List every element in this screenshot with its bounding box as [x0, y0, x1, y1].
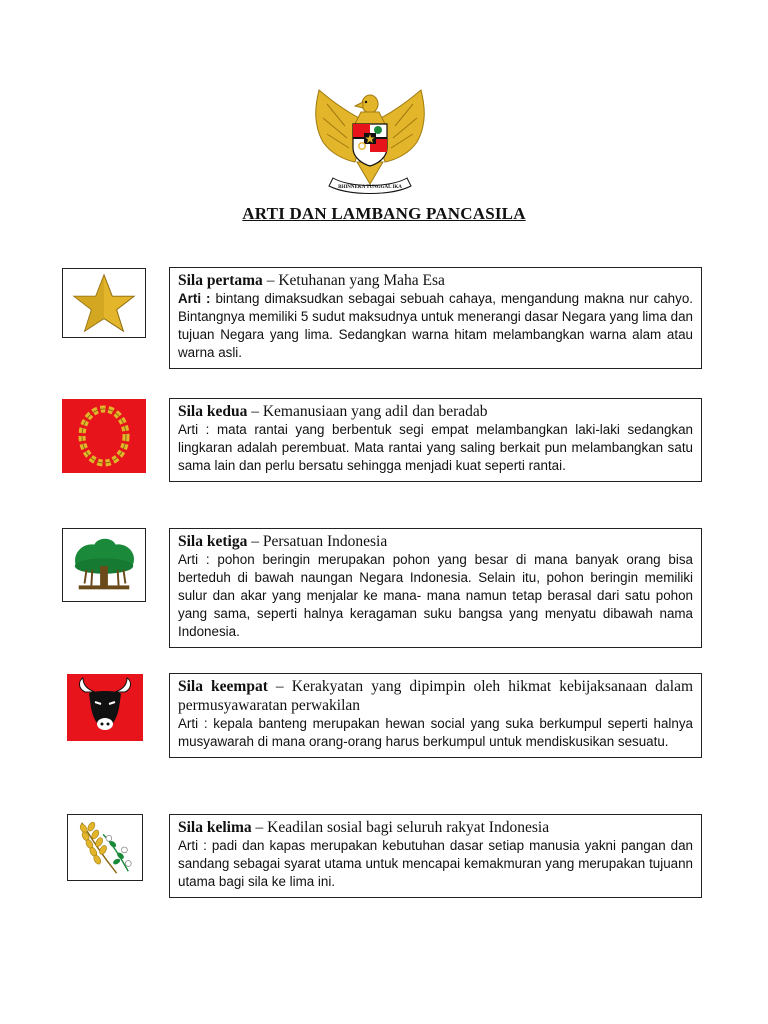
banyan-tree-icon: [63, 529, 145, 601]
page-title: ARTI DAN LAMBANG PANCASILA: [242, 204, 526, 223]
sila-1-heading: Sila pertama – Ketuhanan yang Maha Esa: [178, 272, 445, 289]
sila-1-symbol: [62, 268, 146, 338]
sila-3-symbol: [62, 528, 146, 602]
sila-3-box: [169, 528, 702, 648]
sila-5-heading: Sila kelima – Keadilan sosial bagi seluruh rakyat Indonesia: [178, 819, 550, 836]
sila-2-description: Arti : mata rantai yang berbentuk segi empat melambangkan laki-laki sedangkan lingkaran adalah perembuat. Mata rantai yang saling berkait pun melambangkan satu sama lain dan perlu bersatu sehingga menjadi kuat seperti rantai.: [178, 422, 693, 473]
sila-5-description: Arti : padi dan kapas merupakan kebutuhan dasar setiap manusia yakni pangan dan sandang sebagai syarat utama untuk mencapai kemakmuran yang merupakan tujuann utama bagi sila ke lima ini.: [178, 838, 694, 889]
star-icon: [63, 269, 145, 337]
sila-1-description: Arti : bintang dimaksudkan sebagai sebuah cahaya, mengandung makna nur cahyo. Bintangnya memiliki 5 sudut maksudnya untuk menerangi dasar Negara yang lima dan tujuan Negara yang lima. Sedangkan warna hitam melambangkan warna alam atau warna asli.: [178, 291, 693, 360]
sila-4-heading: Sila keempat – Kerakyatan yang dipimpin oleh hikmat kebijaksanaan dalam permusyawaratan perwakilan: [178, 678, 694, 714]
sila-1-box: [169, 267, 702, 369]
sila-4-box: [169, 673, 702, 758]
sila-2-box: [169, 398, 702, 482]
sila-4-symbol: [67, 674, 143, 741]
rice-cotton-icon: [68, 815, 142, 880]
chain-icon: [62, 399, 146, 473]
sila-5-box: [169, 814, 702, 898]
motto-text: BHINNEKA TUNGGAL IKA: [338, 185, 402, 190]
garuda-icon: [305, 84, 435, 202]
sila-2-symbol: [62, 399, 146, 473]
sila-4-description: Arti : kepala banteng merupakan hewan social yang suka berkumpul seperti halnya musyawarah di mana orang-orang harus berkumpul untuk mendiskusikan sesuatu.: [178, 716, 693, 749]
sila-2-heading: Sila kedua – Kemanusiaan yang adil dan beradab: [178, 403, 488, 420]
sila-3-description: Arti : pohon beringin merupakan pohon yang besar di mana banyak orang bisa berteduh di bawah naungan Negara Indonesia. Selain itu, pohon beringin memiliki sulur dan akar yang menjalar ke mana- mana namun tetap berasal dari satu pohon yang sama, seperti halnya keragaman suku bangsa yang menyatu dibawah nama Indonesia.: [178, 552, 693, 639]
garuda-pancasila-emblem: [305, 84, 435, 202]
sila-5-symbol: [67, 814, 143, 881]
bull-head-icon: [67, 674, 143, 741]
sila-3-heading: Sila ketiga – Persatuan Indonesia: [178, 533, 388, 550]
